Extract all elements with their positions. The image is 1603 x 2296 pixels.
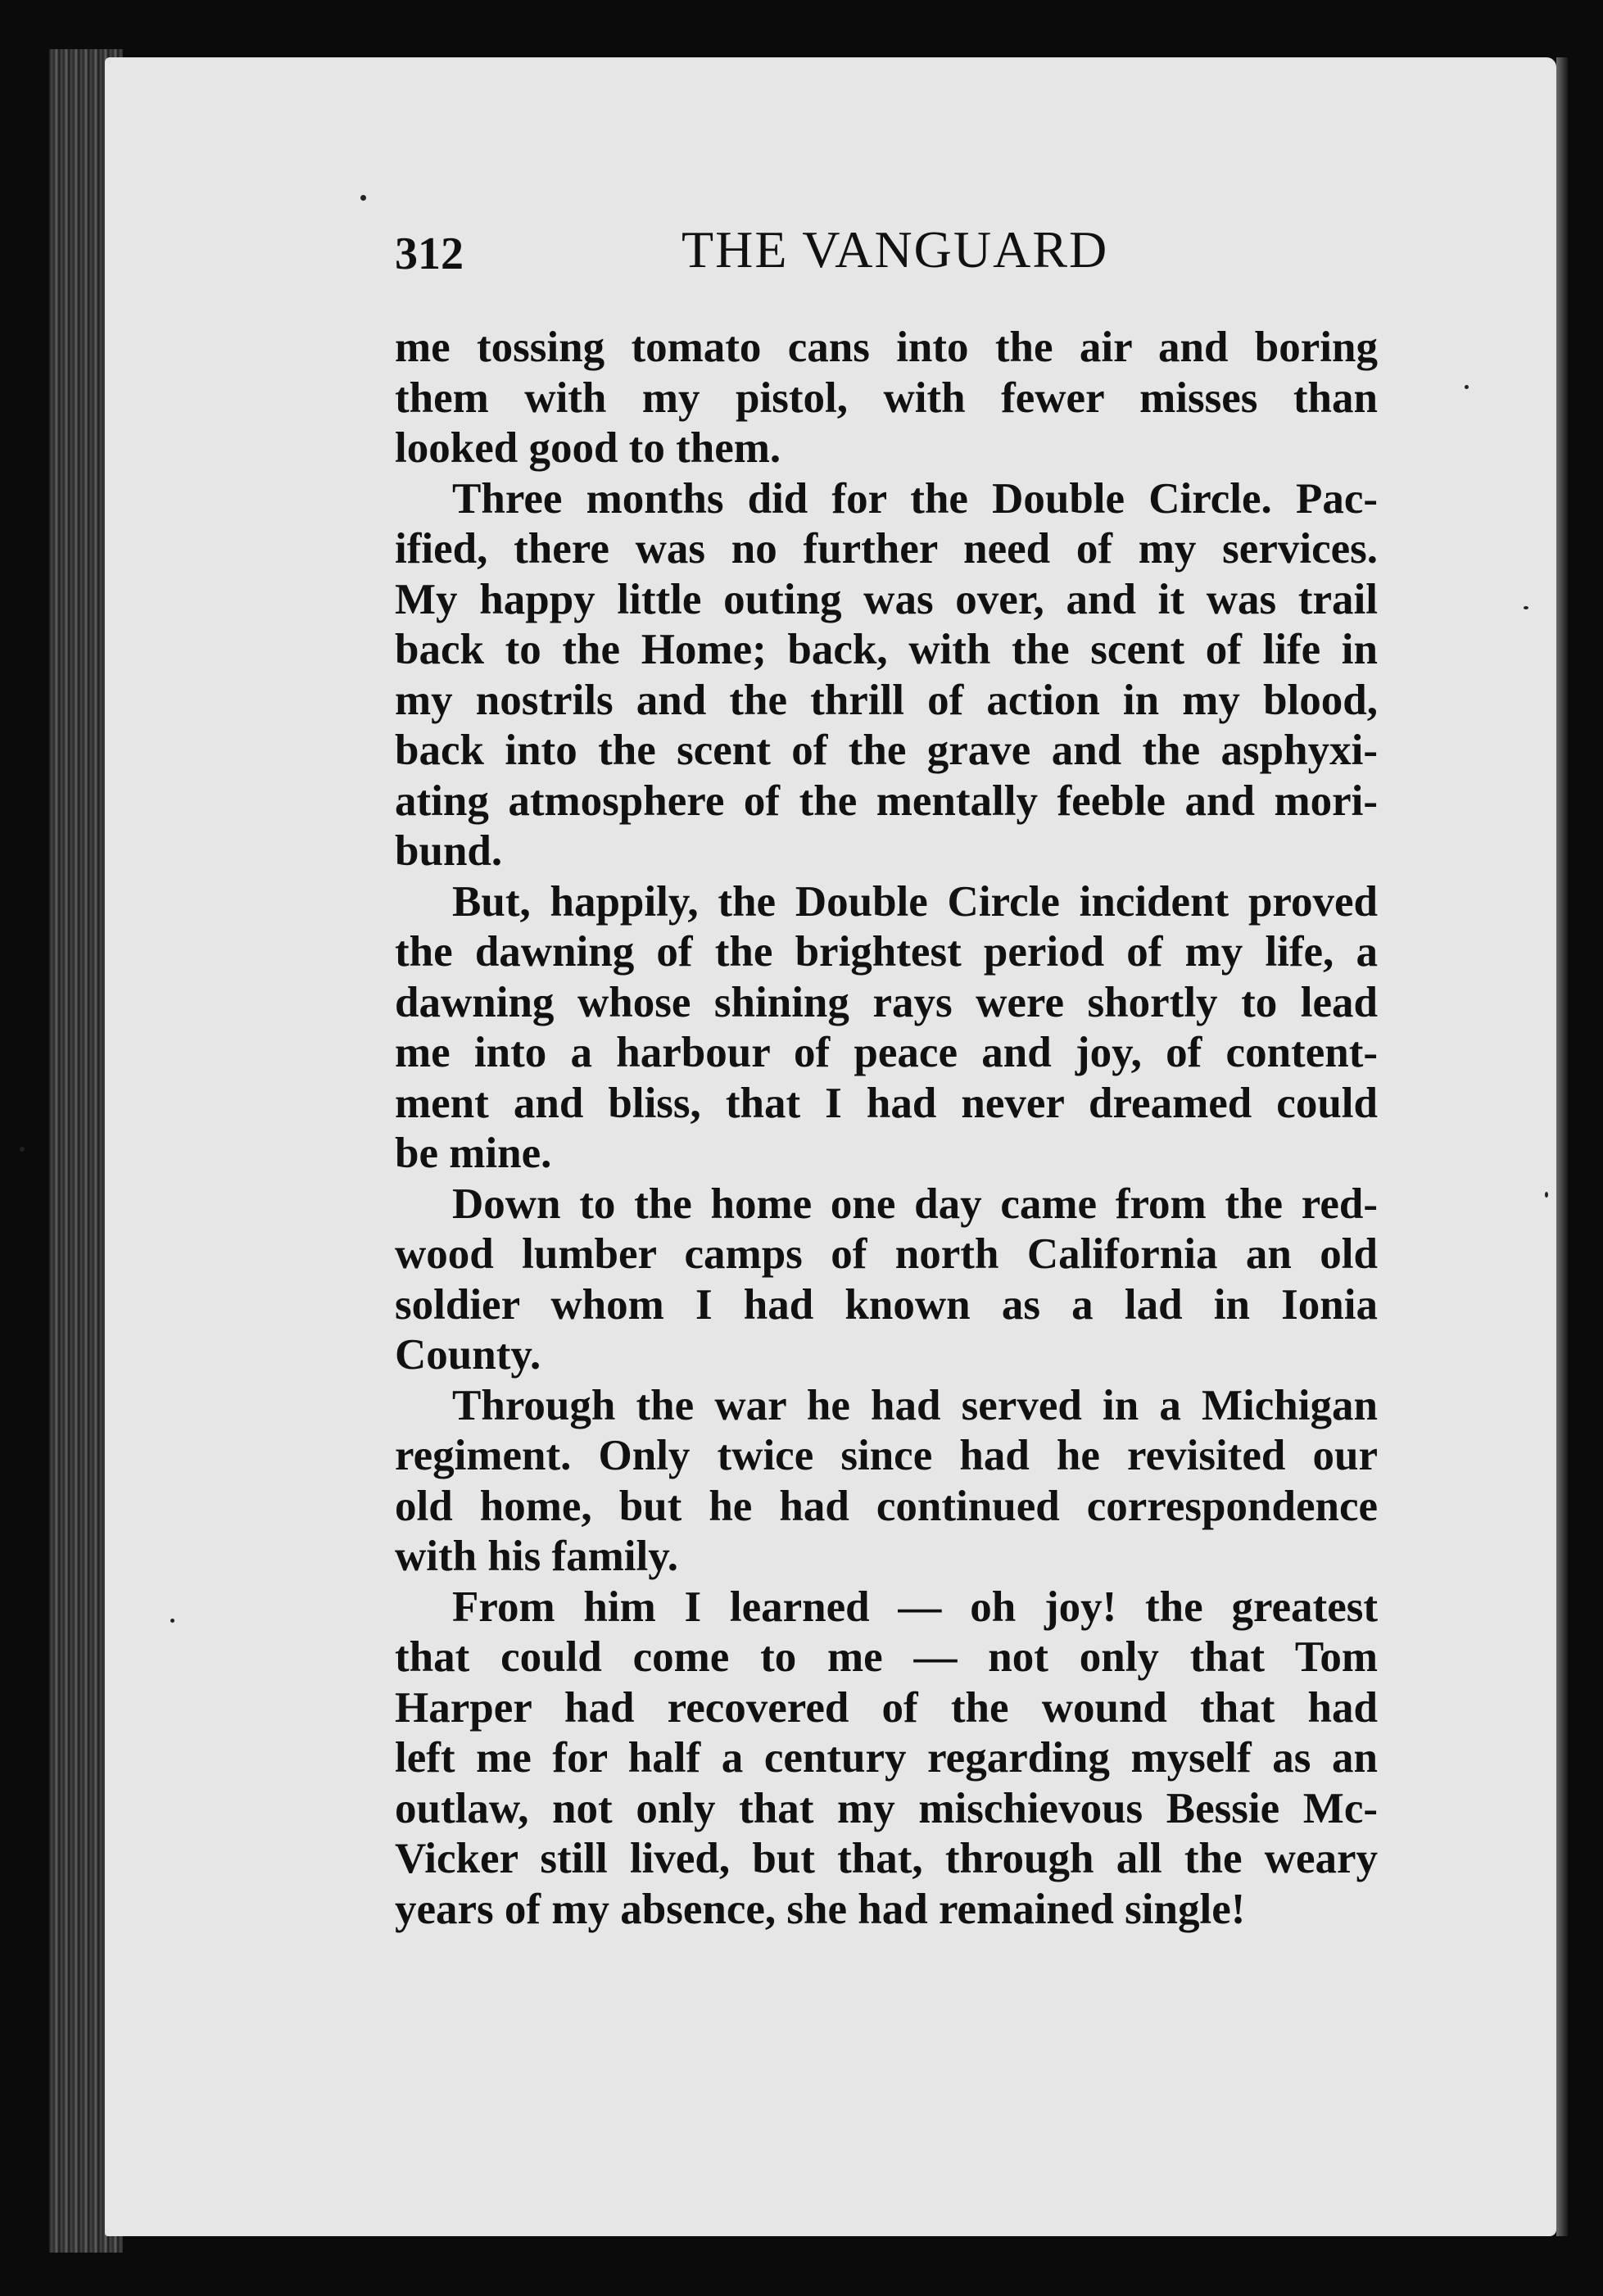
text-line: them with my pistol, with fewer misses than (395, 374, 1378, 422)
text-line: Harper had recovered of the wound that had (395, 1683, 1378, 1732)
text-line: dawning whose shining rays were shortly to lead (395, 978, 1378, 1026)
text-line: wood lumber camps of north California an old (395, 1230, 1378, 1278)
text-line: bund. (395, 827, 503, 875)
paragraph (395, 1381, 1378, 1583)
text-line: outlaw, not only that my mischievous Bessie Mc- (395, 1784, 1378, 1832)
paragraph (395, 323, 1378, 474)
text-line: the dawning of the brightest period of my life, a (395, 928, 1378, 976)
text-line: My happy little outing was over, and it was trail (395, 575, 1378, 623)
scan-speck (20, 1147, 25, 1152)
scan-speck (1545, 1192, 1548, 1198)
page-heading: THE VANGUARD (682, 220, 1109, 279)
text-line: me tossing tomato cans into the air and boring (395, 324, 1378, 371)
text-line: From him I learned — oh joy! the greatest (452, 1583, 1378, 1631)
page-right-edge (1556, 57, 1568, 2236)
scan-speck (1465, 385, 1469, 389)
text-line: years of my absence, she had remained single! (395, 1885, 1246, 1933)
text-line: with his family. (395, 1533, 679, 1580)
paragraph (395, 1180, 1378, 1381)
scan-speck (1524, 606, 1528, 609)
text-line: left me for half a century regarding myself as an (395, 1734, 1378, 1782)
running-head (395, 220, 1378, 301)
text-line: Down to the home one day came from the red- (452, 1180, 1378, 1228)
paragraph (395, 1583, 1378, 1936)
text-line: back to the Home; back, with the scent of life in (395, 626, 1378, 673)
paragraph (395, 474, 1378, 877)
text-line: But, happily, the Double Circle incident proved (452, 877, 1378, 926)
scan-speck (170, 1619, 174, 1623)
text-line: Through the war he had served in a Michigan (452, 1381, 1378, 1429)
text-line: ified, there was no further need of my services. (395, 525, 1378, 573)
text-line: be mine. (395, 1130, 552, 1177)
text-line: Vicker still lived, but that, through all the weary (395, 1835, 1378, 1882)
body-text (395, 323, 1378, 1935)
text-line: me into a harbour of peace and joy, of content- (395, 1029, 1378, 1076)
paragraph (395, 877, 1378, 1180)
text-line: soldier whom I had known as a lad in Ionia (395, 1280, 1378, 1329)
text-line: ating atmosphere of the mentally feeble and mori- (395, 777, 1378, 825)
text-line: County. (395, 1331, 541, 1379)
text-line: old home, but he had continued correspondence (395, 1482, 1378, 1530)
scan-speck (360, 195, 366, 201)
page-number: 312 (395, 229, 464, 279)
text-line: looked good to them. (395, 424, 781, 472)
text-line: Three months did for the Double Circle. Pac- (452, 474, 1378, 523)
text-line: my nostrils and the thrill of action in my blood, (395, 676, 1378, 724)
text-line: that could come to me — not only that Tom (395, 1633, 1378, 1681)
text-line: back into the scent of the grave and the asphyxi- (395, 727, 1378, 774)
text-line: regiment. Only twice since had he revisited our (395, 1432, 1378, 1479)
text-line: ment and bliss, that I had never dreamed could (395, 1079, 1378, 1127)
